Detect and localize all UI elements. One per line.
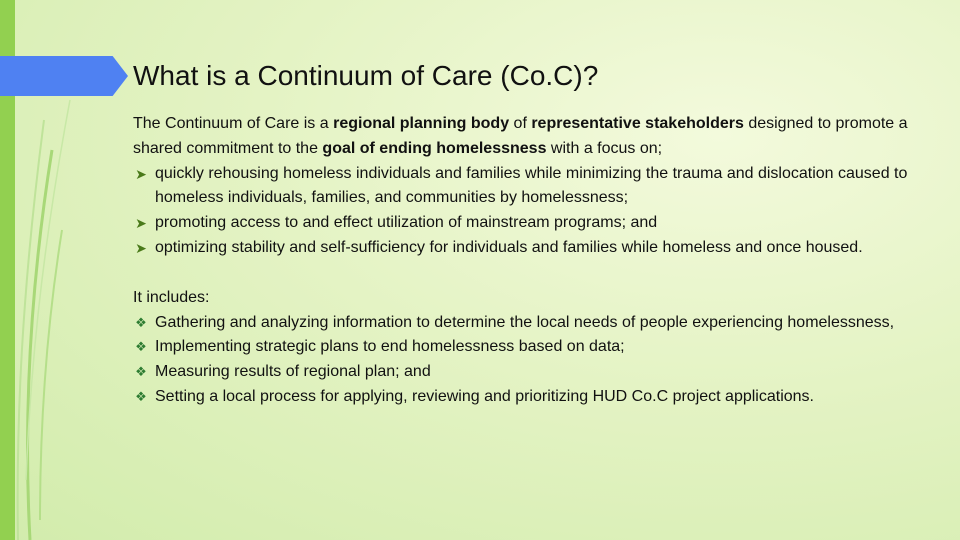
focus-item (133, 211, 933, 236)
intro-emphasis: representative stakeholders (531, 115, 744, 132)
intro-text: with a focus on; (546, 139, 663, 157)
intro-text: designed to promote a shared commitment to the (133, 115, 908, 157)
arrow-bullet-icon: ➤ (135, 215, 147, 232)
includes-item (133, 335, 933, 360)
focus-list (133, 162, 933, 261)
includes-item (133, 360, 933, 385)
includes-item (133, 385, 933, 410)
title-accent-tab (0, 56, 128, 96)
includes-item-text: Gathering and analyzing information to determine the local needs of people experiencing homelessness, (155, 313, 895, 331)
diamond-bullet-icon: ❖ (135, 364, 147, 380)
slide-title: What is a Continuum of Care (Co.C)? (133, 60, 599, 91)
arrow-bullet-icon: ➤ (135, 165, 147, 182)
includes-item (133, 311, 933, 336)
focus-item (133, 162, 933, 212)
focus-item-text: optimizing stability and self-sufficiency for individuals and families while homeless and once housed. (155, 238, 863, 256)
includes-label: It includes: (133, 288, 210, 306)
focus-item-text: quickly rehousing homeless individuals and families while minimizing the trauma and dislocation caused to homeless individuals, families, and communities by homelessness; (155, 164, 908, 207)
intro-text: of (509, 115, 532, 132)
includes-item-text: Implementing strategic plans to end homelessness based on data; (155, 338, 625, 356)
slide-body (133, 112, 933, 410)
section-spacer (133, 261, 933, 286)
intro-text: The Continuum of Care is a (133, 115, 334, 132)
arrow-bullet-icon: ➤ (135, 239, 147, 256)
includes-item-text: Setting a local process for applying, reviewing and prioritizing HUD Co.C project applications. (155, 387, 814, 405)
includes-list (133, 311, 933, 410)
intro-emphasis: regional planning body (333, 115, 510, 132)
diamond-bullet-icon: ❖ (135, 388, 147, 404)
focus-item-text: promoting access to and effect utilization of mainstream programs; and (155, 214, 658, 232)
diamond-bullet-icon: ❖ (135, 314, 147, 330)
intro-paragraph (133, 112, 933, 162)
diamond-bullet-icon: ❖ (135, 339, 147, 355)
includes-item-text: Measuring results of regional plan; and (155, 363, 431, 381)
intro-emphasis: goal of ending homelessness (322, 139, 547, 157)
focus-item (133, 236, 933, 261)
